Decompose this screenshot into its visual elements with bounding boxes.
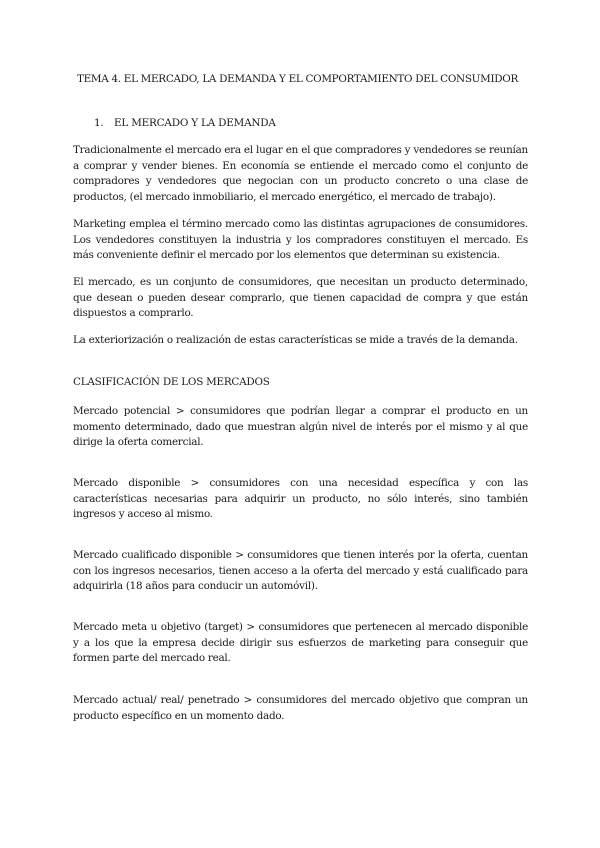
paragraph-market-definition: Tradicionalmente el mercado era el lugar en el que compradores y vendedores se reunían a comprar y vender bienes. En economía se entiende el mercado como el conjunto de compradores y vendedores que negocian con un producto concreto o una clase de productos, (el mercado inmobiliario, el mercado energético, el mercado de trabajo). <box>73 144 528 203</box>
section-heading-text: EL MERCADO Y LA DEMANDA <box>114 117 276 129</box>
market-type-disponible: Mercado disponible > consumidores con una necesidad específica y con las características necesarias para adquirir un producto, no sólo interés, sino también ingresos y acceso al mismo. <box>73 477 528 520</box>
section-heading <box>94 117 276 129</box>
section-number: 1. <box>94 117 104 129</box>
market-type-actual: Mercado actual/ real/ penetrado > consumidores del mercado objetivo que compran un producto específico en un momento dado. <box>73 694 528 722</box>
document-title: TEMA 4. EL MERCADO, LA DEMANDA Y EL COMPORTAMIENTO DEL CONSUMIDOR <box>77 73 519 85</box>
paragraph-marketing-term: Marketing emplea el término mercado como las distintas agrupaciones de consumidores. Los vendedores constituyen la industria y los compradores constituyen el mercado. Es más conveniente definir el mercado por los elementos que determinan su existencia. <box>73 218 528 261</box>
paragraph-demand: La exteriorización o realización de estas características se mide a través de la demanda. <box>73 334 518 346</box>
paragraph-consumer-set: El mercado, es un conjunto de consumidores, que necesitan un producto determinado, que desean o pueden desear comprarlo, que tienen capacidad de compra y que están dispuestos a comprarlo. <box>73 276 528 319</box>
market-type-potencial: Mercado potencial > consumidores que podrían llegar a comprar el producto en un momento determinado, dado que muestran algún nivel de interés por el mismo y al que dirige la oferta comercial. <box>73 405 528 448</box>
classification-heading: CLASIFICACIÓN DE LOS MERCADOS <box>73 376 270 388</box>
market-type-meta: Mercado meta u objetivo (target) > consumidores que pertenecen al mercado disponible y a los que la empresa decide dirigir sus esfuerzos de marketing para conseguir que formen parte del mercado real. <box>73 621 528 664</box>
market-type-cualificado: Mercado cualificado disponible > consumidores que tienen interés por la oferta, cuentan con los ingresos necesarios, tienen acceso a la oferta del mercado y está cualificado para adquirirla (18 años para conducir un automóvil). <box>73 549 528 592</box>
